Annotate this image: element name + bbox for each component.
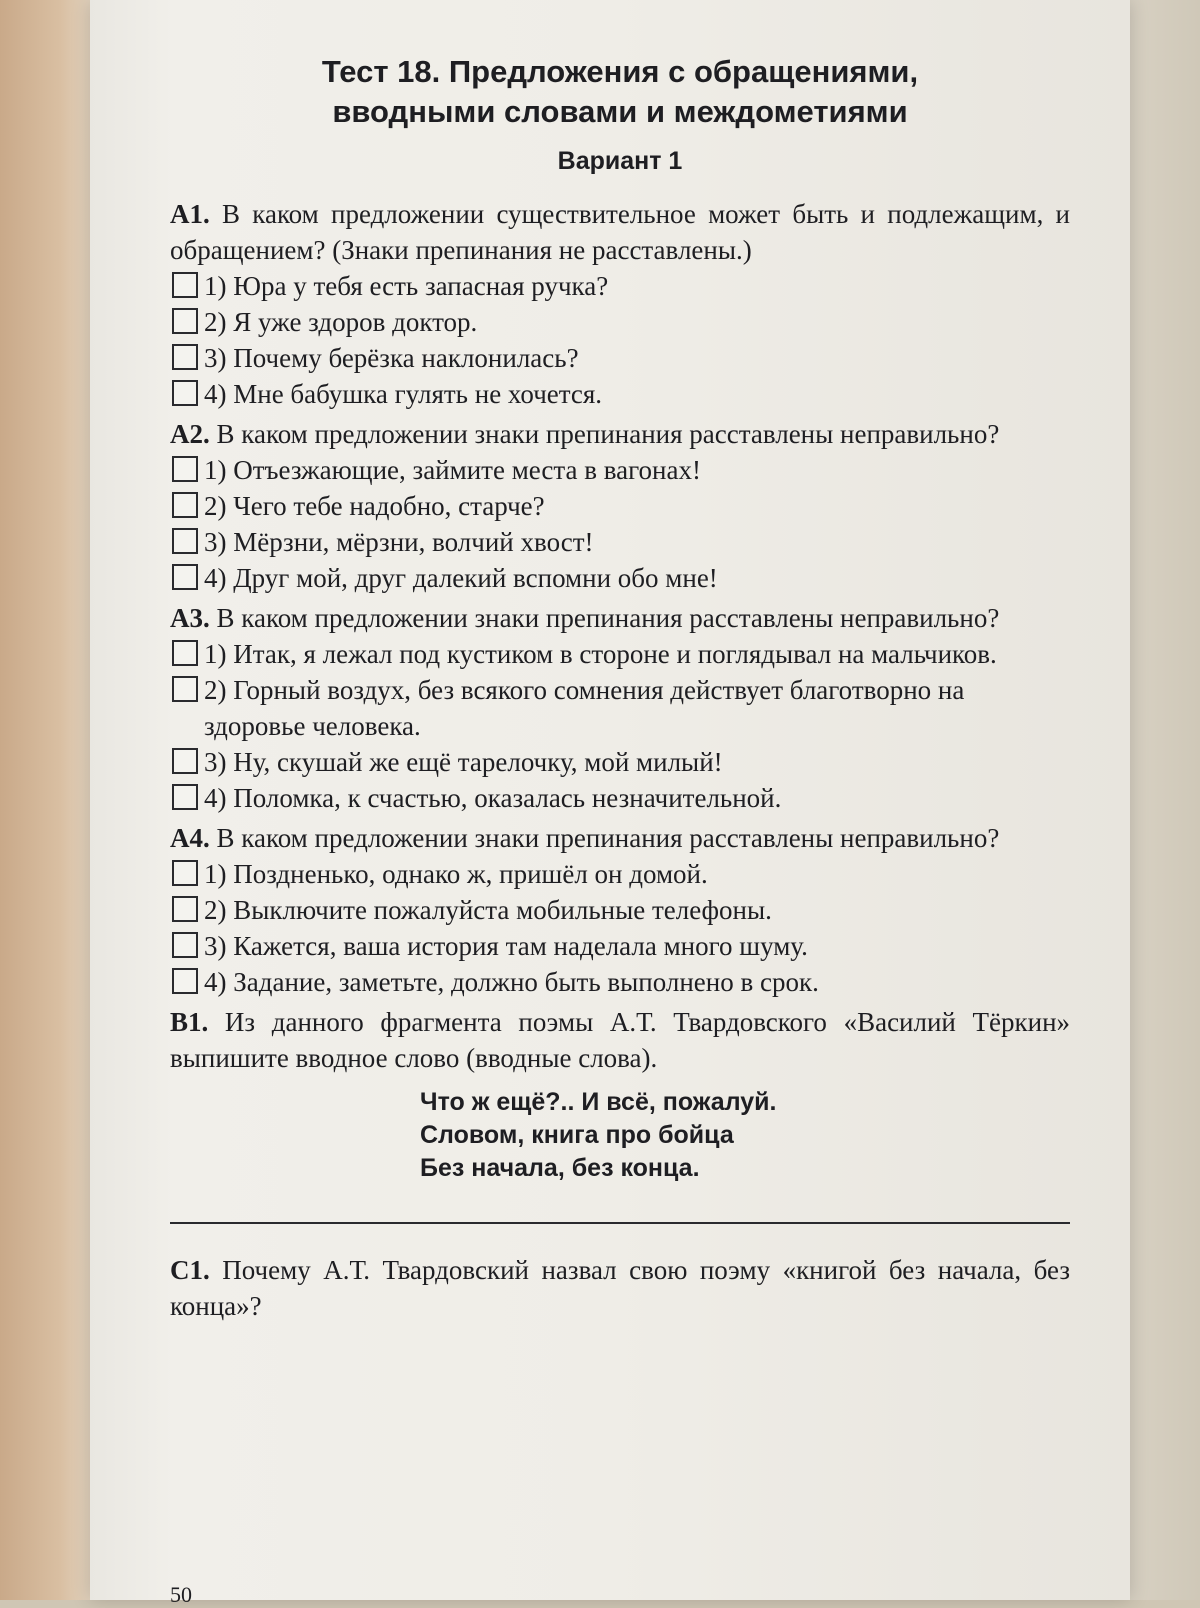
question-number: А3.: [170, 603, 210, 633]
question-text: В каком предложении знаки препинания расставлены неправильно?: [216, 603, 1000, 633]
option-text: 1) Поздненько, однако ж, пришёл он домой.: [204, 859, 708, 889]
option-a2-3[interactable]: [172, 524, 1070, 560]
checkbox[interactable]: [172, 456, 198, 482]
question-a1: [170, 196, 1070, 412]
checkbox[interactable]: [172, 308, 198, 334]
poem-line: Что ж ещё?.. И всё, пожалуй.: [420, 1088, 777, 1116]
option-text: 4) Мне бабушка гулять не хочется.: [204, 379, 603, 409]
question-number: С1.: [170, 1255, 210, 1285]
checkbox[interactable]: [172, 640, 198, 666]
option-a3-1[interactable]: [172, 636, 1070, 672]
question-a3: [170, 600, 1070, 816]
option-text: 2) Горный воздух, без всякого сомнения действует благотворно на здоровье человека.: [204, 675, 965, 741]
question-text: В каком предложении знаки препинания расставлены неправильно?: [216, 823, 1000, 853]
book-page: [90, 0, 1130, 1607]
option-text: 2) Выключите пожалуйста мобильные телефоны.: [204, 895, 772, 925]
checkbox[interactable]: [172, 676, 198, 702]
option-a1-2[interactable]: [172, 304, 1070, 340]
test-title-line-2: вводными словами и междометиями: [332, 94, 908, 129]
option-a4-1[interactable]: [172, 856, 1070, 892]
option-a4-2[interactable]: [172, 892, 1070, 928]
page-content: [170, 52, 1070, 1324]
option-text: 4) Друг мой, друг далекий вспомни обо мне!: [204, 563, 718, 593]
question-number: А2.: [170, 419, 210, 449]
option-a4-4[interactable]: [172, 964, 1070, 1000]
question-number: А1.: [170, 199, 210, 229]
checkbox[interactable]: [172, 528, 198, 554]
option-text: 3) Мёрзни, мёрзни, волчий хвост!: [204, 527, 594, 557]
option-text: 2) Чего тебе надобно, старче?: [204, 491, 545, 521]
option-text: 3) Ну, скушай же ещё тарелочку, мой милый!: [204, 747, 723, 777]
question-a3-prompt: [170, 600, 1070, 636]
option-text: 3) Кажется, ваша история там наделала много шуму.: [204, 931, 808, 961]
question-a4-prompt: [170, 820, 1070, 856]
option-text: 1) Отъезжающие, займите места в вагонах!: [204, 455, 701, 485]
option-a2-1[interactable]: [172, 452, 1070, 488]
question-c1-prompt: [170, 1252, 1070, 1324]
option-text: 3) Почему берёзка наклонилась?: [204, 343, 579, 373]
option-a3-3[interactable]: [172, 744, 1070, 780]
checkbox[interactable]: [172, 564, 198, 590]
checkbox[interactable]: [172, 748, 198, 774]
question-number: А4.: [170, 823, 210, 853]
question-text: Почему А.Т. Твардовский назвал свою поэму «книгой без начала, без конца»?: [170, 1255, 1070, 1321]
page-number: 50: [170, 1582, 192, 1607]
variant-heading: Вариант 1: [557, 147, 683, 175]
option-a4-3[interactable]: [172, 928, 1070, 964]
option-text: 4) Задание, заметьте, должно быть выполнено в срок.: [204, 967, 819, 997]
option-text: 1) Итак, я лежал под кустиком в стороне и поглядывал на мальчиков.: [204, 639, 997, 669]
option-a1-4[interactable]: [172, 376, 1070, 412]
checkbox[interactable]: [172, 492, 198, 518]
option-a1-3[interactable]: [172, 340, 1070, 376]
option-text: 4) Поломка, к счастью, оказалась незначительной.: [204, 783, 782, 813]
option-a2-4[interactable]: [172, 560, 1070, 596]
checkbox[interactable]: [172, 784, 198, 810]
checkbox[interactable]: [172, 380, 198, 406]
question-a2-prompt: [170, 416, 1070, 452]
answer-line[interactable]: [170, 1221, 1070, 1224]
checkbox[interactable]: [172, 968, 198, 994]
test-title-line-1: Тест 18. Предложения с обращениями,: [321, 54, 919, 89]
option-a1-1[interactable]: [172, 268, 1070, 304]
checkbox[interactable]: [172, 860, 198, 886]
question-text: В каком предложении знаки препинания расставлены неправильно?: [216, 419, 1000, 449]
option-a3-2[interactable]: [172, 672, 1070, 744]
checkbox[interactable]: [172, 344, 198, 370]
question-b1: [170, 1004, 1070, 1224]
option-text: 1) Юра у тебя есть запасная ручка?: [204, 271, 609, 301]
question-text: В каком предложении существительное может быть и подлежащим, и обращением? (Знаки препинания не расставлены.): [170, 199, 1071, 265]
checkbox[interactable]: [172, 272, 198, 298]
option-text: 2) Я уже здоров доктор.: [204, 307, 478, 337]
question-a1-prompt: [170, 196, 1070, 268]
question-a2: [170, 416, 1070, 596]
desk-background-left: [0, 0, 100, 1600]
poem-line: Словом, книга про бойца: [420, 1121, 734, 1149]
option-a3-4[interactable]: [172, 780, 1070, 816]
test-title: [170, 52, 1070, 132]
poem-fragment: [420, 1086, 1070, 1185]
question-number: В1.: [170, 1007, 209, 1037]
question-text: Из данного фрагмента поэмы А.Т. Твардовского «Василий Тёркин» выпишите вводное слово (вводные слова).: [170, 1007, 1071, 1073]
checkbox[interactable]: [172, 932, 198, 958]
option-a2-2[interactable]: [172, 488, 1070, 524]
question-a4: [170, 820, 1070, 1000]
checkbox[interactable]: [172, 896, 198, 922]
poem-line: Без начала, без конца.: [420, 1154, 700, 1182]
question-c1: [170, 1252, 1070, 1324]
question-b1-prompt: [170, 1004, 1070, 1076]
next-page-edge: [1120, 0, 1200, 1600]
